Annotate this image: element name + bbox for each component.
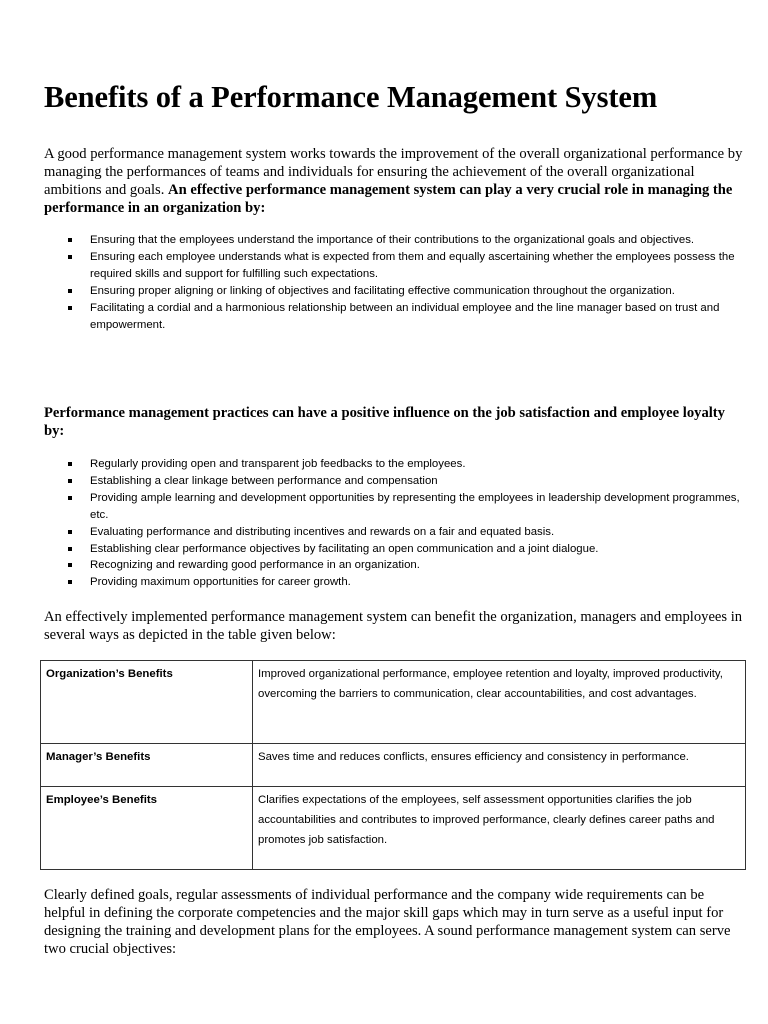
role-bullet-list (90, 232, 750, 333)
list-item: Establishing a clear linkage between performance and compensation (90, 473, 750, 490)
list-item: Facilitating a cordial and a harmonious relationship between an individual employee and the line manager based on trust and empowerment. (90, 300, 750, 334)
table-row (41, 787, 746, 870)
list-item: Establishing clear performance objectives by facilitating an open communication and a joint dialogue. (90, 541, 750, 558)
list-item: Recognizing and rewarding good performance in an organization. (90, 557, 750, 574)
table-row-label: Manager’s Benefits (41, 744, 253, 787)
list-item: Evaluating performance and distributing incentives and rewards on a fair and equated basis. (90, 524, 750, 541)
list-item: Providing ample learning and development opportunities by representing the employees in leadership development programmes, etc. (90, 490, 750, 524)
intro-paragraph (44, 145, 744, 217)
table-row-label: Employee’s Benefits (41, 787, 253, 870)
list-item: Ensuring each employee understands what is expected from them and equally ascertaining whether the employees possess the required skills and support for fulfilling such expectations. (90, 249, 750, 283)
page-title: Benefits of a Performance Management System (44, 80, 658, 114)
table-row-text: Improved organizational performance, employee retention and loyalty, improved productivity, overcoming the barriers to communication, clear accountabilities, and cost advantages. (253, 661, 746, 744)
intro-bold-text: An effective performance management system can play a very crucial role in managing the performance in an organization by: (44, 182, 733, 216)
list-item: Ensuring proper aligning or linking of objectives and facilitating effective communication throughout the organization. (90, 283, 750, 300)
table-row-label: Organization’s Benefits (41, 661, 253, 744)
practices-heading: Performance management practices can have a positive influence on the job satisfaction and employee loyalty by: (44, 405, 725, 439)
table-row (41, 744, 746, 787)
table-intro-paragraph: An effectively implemented performance management system can benefit the organization, managers and employees in several ways as depicted in the table given below: (44, 609, 743, 643)
benefits-table (40, 660, 746, 870)
list-item: Ensuring that the employees understand the importance of their contributions to the organizational goals and objectives. (90, 232, 750, 249)
list-item: Providing maximum opportunities for career growth. (90, 574, 750, 591)
table-row-text: Saves time and reduces conflicts, ensures efficiency and consistency in performance. (253, 744, 746, 787)
list-item: Regularly providing open and transparent job feedbacks to the employees. (90, 456, 750, 473)
table-row-text: Clarifies expectations of the employees, self assessment opportunities clarifies the job accountabilities and contributes to improved performance, clearly defines career paths and promotes job satisfaction. (253, 787, 746, 870)
intro-text: A good performance management system works towards the improvement of the overall organizational performance by managing the performances of teams and individuals for ensuring the achievement of the overall organizational ambitions and goals. (44, 146, 743, 198)
table-row (41, 661, 746, 744)
closing-paragraph: Clearly defined goals, regular assessments of individual performance and the company wide requirements can be helpful in defining the corporate competencies and the major skill gaps which may in turn serve as a useful input for designing the training and development plans for the employees. A sound performance management system can serve two crucial objectives: (44, 887, 731, 957)
practices-bullet-list (90, 456, 750, 591)
